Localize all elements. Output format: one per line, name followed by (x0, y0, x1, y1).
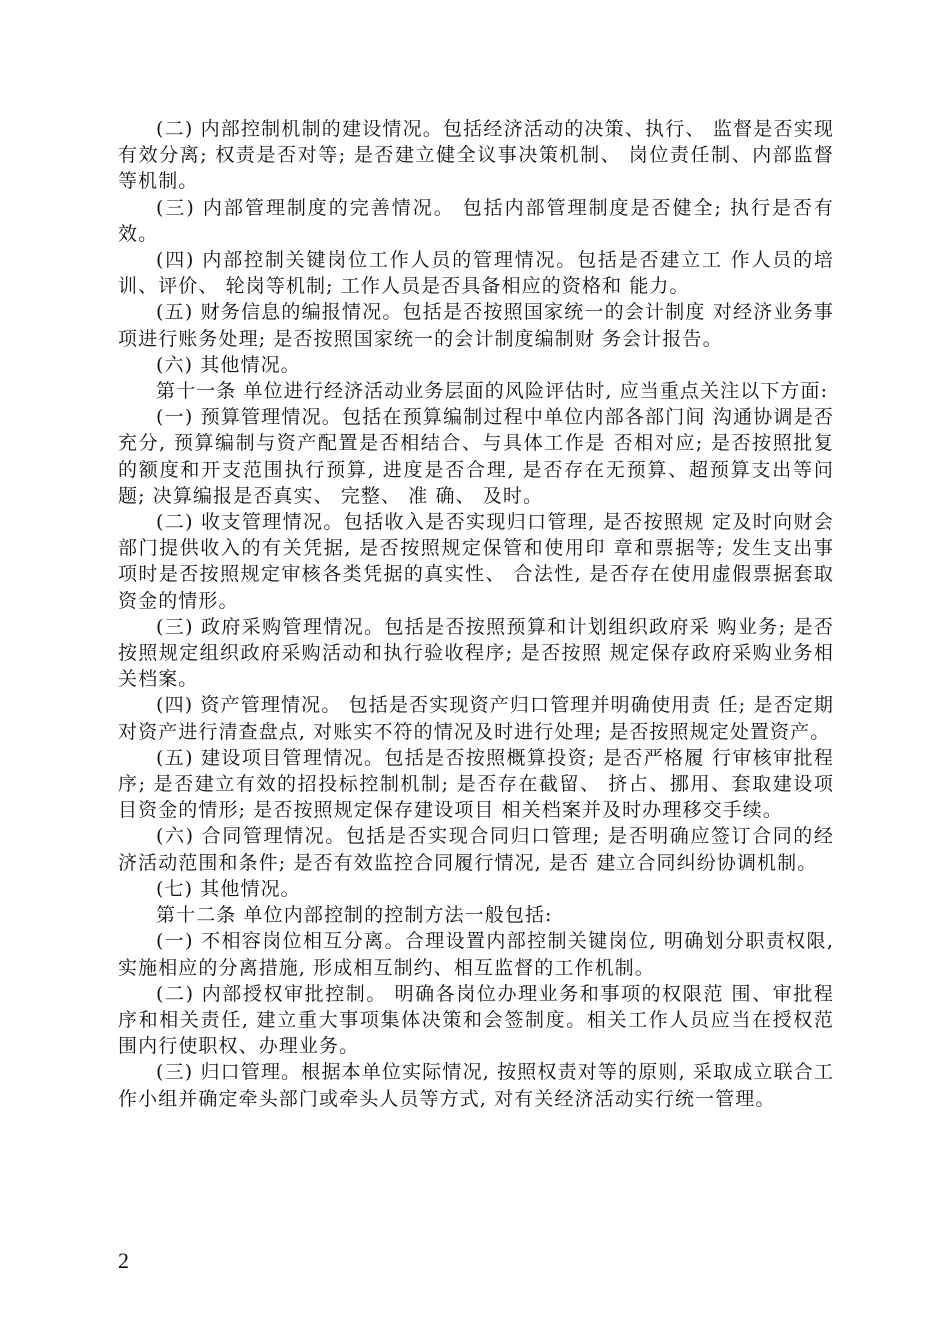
paragraph-11-section-3: (三) 政府采购管理情况。包括是否按照预算和计划组织政府采 购业务; 是否按照规定组织政府采购活动和执行验收程序; 是否按照 规定保存政府采购业务相关档案。 (118, 615, 834, 691)
article-12-heading: 第十二条 单位内部控制的控制方法一般包括: (156, 904, 553, 927)
paragraph-11-section-5: (五) 建设项目管理情况。包括是否按照概算投资; 是否严格履 行审核审批程序; 是否建立有效的招投标控制机制; 是否存在截留、 挤占、挪用、套取建设项目资金的情形; 是否按照规定保存建设项目 相关档案并及时办理移交手续。 (118, 746, 834, 822)
page-number: 2 (118, 1248, 129, 1273)
paragraph-12-section-1: (一) 不相容岗位相互分离。合理设置内部控制关键岗位, 明确划分职责权限, 实施相应的分离措施, 形成相互制约、相互监督的工作机制。 (118, 930, 834, 979)
paragraph-11-section-1: (一) 预算管理情况。包括在预算编制过程中单位内部各部门间 沟通协调是否充分, 预算编制与资产配置是否相结合、与具体工作是 否相对应; 是否按照批复的额度和开支范围执行预算, 进度是否合理, 是否存在无预算、超预算支出等问题; 决算编报是否真实、 完整、 准 确、 及时。 (118, 406, 834, 507)
document-body (118, 116, 834, 1112)
paragraph-2-section-5: (五) 财务信息的编报情况。包括是否按照国家统一的会计制度 对经济业务事项进行账务处理; 是否按照国家统一的会计制度编制财 务会计报告。 (118, 301, 834, 350)
paragraph-2-section-3: (三) 内部管理制度的完善情况。 包括内部管理制度是否健全; 执行是否有效。 (118, 196, 834, 245)
paragraph-2-section-2: (二) 内部控制机制的建设情况。包括经济活动的决策、执行、 监督是否实现有效分离; 权责是否对等; 是否建立健全议事决策机制、 岗位责任制、内部监督等机制。 (118, 118, 834, 193)
paragraph-11-section-4: (四) 资产管理情况。 包括是否实现资产归口管理并明确使用责 任; 是否定期对资产进行清查盘点, 对账实不符的情况及时进行处理; 是否按照规定处置资产。 (118, 694, 834, 743)
paragraph-12-section-3: (三) 归口管理。根据本单位实际情况, 按照权责对等的原则, 采取成立联合工作小组并确定牵头部门或牵头人员等方式, 对有关经济活动实行统一管理。 (118, 1061, 834, 1110)
paragraph-2-section-6: (六) 其他情况。 (156, 353, 301, 376)
paragraph-2-section-4: (四) 内部控制关键岗位工作人员的管理情况。包括是否建立工 作人员的培训、评价、 轮岗等机制; 工作人员是否具备相应的资格和 能力。 (118, 249, 834, 298)
paragraph-11-section-2: (二) 收支管理情况。包括收入是否实现归口管理, 是否按照规 定及时向财会部门提供收入的有关凭据, 是否按照规定保管和使用印 章和票据等; 发生支出事项时是否按照规定审核各类凭据的真实性、 合法性, 是否存在使用虚假票据套取资金的情形。 (118, 511, 834, 612)
article-11-heading: 第十一条 单位进行经济活动业务层面的风险评估时, 应当重点关注以下方面: (156, 380, 829, 403)
paragraph-11-section-6: (六) 合同管理情况。包括是否实现合同归口管理; 是否明确应签订合同的经济活动范围和条件; 是否有效监控合同履行情况, 是否 建立合同纠纷协调机制。 (118, 825, 834, 874)
paragraph-12-section-2: (二) 内部授权审批控制。 明确各岗位办理业务和事项的权限范 围、审批程序和相关责任, 建立重大事项集体决策和会签制度。相关工作人员应当在授权范围内行使职权、办理业务。 (118, 982, 834, 1058)
paragraph-11-section-7: (七) 其他情况。 (156, 877, 301, 900)
